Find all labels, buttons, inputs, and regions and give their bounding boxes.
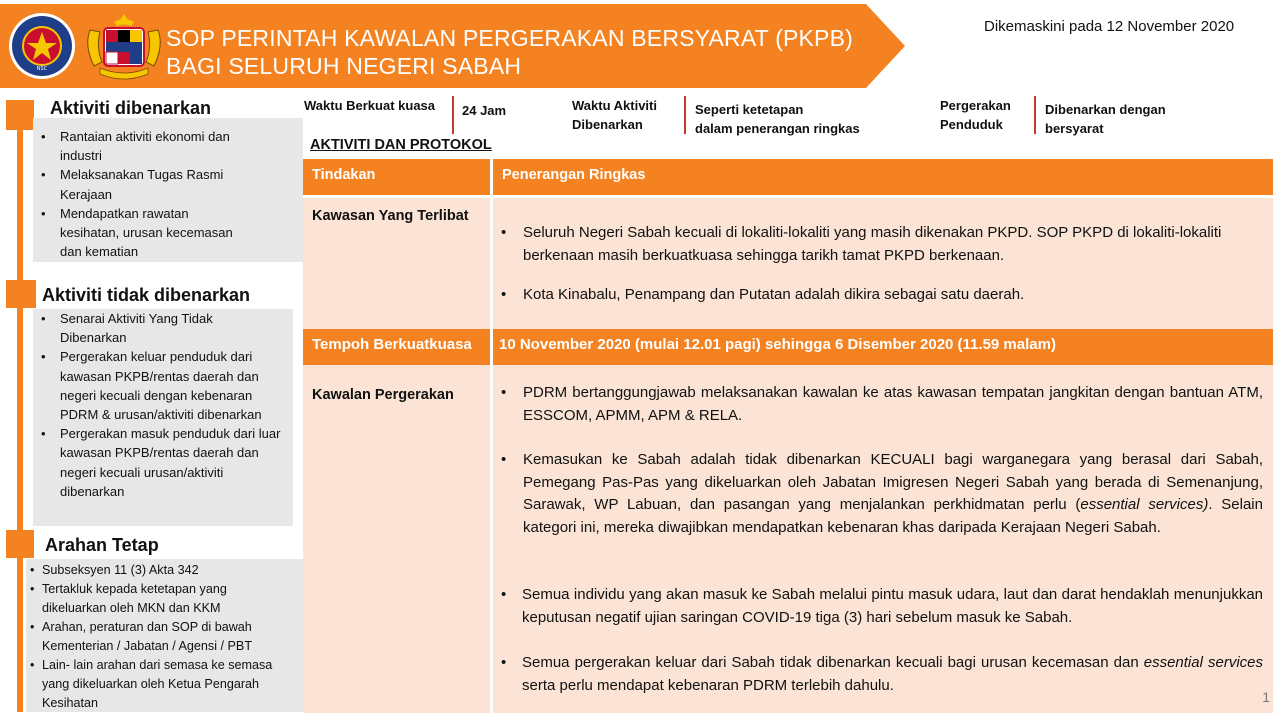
not-allowed-heading: Aktiviti tidak dibenarkan xyxy=(42,285,251,305)
allowed-list-box xyxy=(33,118,303,262)
control-description xyxy=(493,377,1273,713)
list-item: • Semua individu yang akan masuk ke Sabah melalui pintu masuk udara, laut dan darat hendaklah menunjukkan keputusan negatif ujian saringan COVID-19 tiga (3) hari sebelum masuk ke Sabah. xyxy=(493,584,1263,629)
area-label: Kawasan Yang Terlibat xyxy=(303,198,490,486)
title-line-2: BAGI SELURUH NEGERI SABAH xyxy=(166,53,522,79)
period-value: 10 November 2020 (mulai 12.01 pagi) sehingga 6 Disember 2020 (11.59 malam) xyxy=(493,329,1273,365)
separator xyxy=(1034,96,1036,134)
list-item: • Lain- lain arahan dari semasa ke semasa yang dikeluarkan oleh Ketua Pengarah Kesihatan xyxy=(26,656,291,713)
sidebar-timeline-line xyxy=(17,100,23,712)
list-item: • Arahan, peraturan dan SOP di bawah Kementerian / Jabatan / Agensi / PBT xyxy=(26,618,296,656)
list-item: • Pergerakan masuk penduduk dari luar kawasan PKPB/rentas daerah dan negeri kecuali urusan/aktiviti dibenarkan xyxy=(33,424,283,501)
table-header-row xyxy=(303,159,1273,195)
control-label: Kawalan Pergerakan xyxy=(303,377,490,713)
separator xyxy=(684,96,686,134)
activity-label: Waktu Aktiviti Dibenarkan xyxy=(572,98,657,132)
allowed-heading: Aktiviti dibenarkan xyxy=(50,98,212,118)
logo-group xyxy=(6,8,161,84)
list-item: • Kota Kinabalu, Penampang dan Putatan adalah dikira sebagai satu daerah. xyxy=(493,284,1261,307)
list-item: • Rantaian aktiviti ekonomi dan industri xyxy=(33,127,233,165)
nsc-logo xyxy=(9,13,75,79)
table-row xyxy=(303,377,1273,713)
effective-label: Waktu Berkuat kuasa xyxy=(304,98,436,113)
page-title xyxy=(166,24,853,80)
page-number: 1 xyxy=(1262,689,1270,705)
col-header-description: Penerangan Ringkas xyxy=(493,159,1273,195)
period-label: Tempoh Berkuatkuasa xyxy=(303,329,490,365)
movement-value: Dibenarkan dengan bersyarat xyxy=(1045,102,1166,136)
not-allowed-list-box xyxy=(33,309,293,526)
allowed-marker xyxy=(6,100,34,130)
list-item: • Subseksyen 11 (3) Akta 342 xyxy=(26,561,291,580)
col-header-action: Tindakan xyxy=(303,159,490,195)
header-banner xyxy=(0,0,905,92)
malaysia-coat-of-arms-logo xyxy=(88,14,161,79)
table-row xyxy=(303,329,1273,365)
list-item: • PDRM bertanggungjawab melaksanakan kawalan ke atas kawasan tempatan jangkitan dengan bantuan ATM, ESSCOM, APMM, APM & RELA. xyxy=(493,382,1263,427)
activity-value: Seperti ketetapan dalam penerangan ringkas xyxy=(695,102,860,136)
title-line-1: SOP PERINTAH KAWALAN PERGERAKAN BERSYARAT (PKPB) xyxy=(166,25,853,51)
movement-label: Pergerakan Penduduk xyxy=(940,98,1011,132)
effective-value: 24 Jam xyxy=(462,103,507,118)
section-title: AKTIVITI DAN PROTOKOL xyxy=(310,137,492,153)
not-allowed-marker xyxy=(6,280,36,308)
updated-date: Dikemaskini pada 12 November 2020 xyxy=(984,18,1235,35)
standing-heading: Arahan Tetap xyxy=(45,535,159,555)
list-item: • Kemasukan ke Sabah adalah tidak dibenarkan KECUALI bagi warganegara yang berasal dari Sabah, Pemegang Pas-Pas yang dikeluarkan oleh Jabatan Imigresen Negeri Sabah yang berada di Semenanjung, Sarawak, WP Labuan, dan pasangan yang menjalankan perkhidmatan perlu (essential services). Selain kategori ini, mereka diwajibkan mendapatkan kebenaran khas daripada Kerajaan Negeri Sabah. xyxy=(493,449,1263,539)
list-item: • Senarai Aktiviti Yang Tidak Dibenarkan xyxy=(33,309,233,347)
list-item: • Mendapatkan rawatan kesihatan, urusan kecemasan dan kematian xyxy=(33,204,248,262)
list-item: • Semua pergerakan keluar dari Sabah tidak dibenarkan kecuali bagi urusan kecemasan dan essential services serta perlu mendapat kebenaran PDRM terlebih dahulu. xyxy=(493,652,1263,697)
svg-text:NSC: NSC xyxy=(36,66,48,72)
standing-marker xyxy=(6,530,34,558)
list-item: • Tertakluk kepada ketetapan yang dikeluarkan oleh MKN dan KKM xyxy=(26,580,271,618)
list-item: • Pergerakan keluar penduduk dari kawasan PKPB/rentas daerah dan negeri kecuali dengan kebenaran PDRM & urusan/aktiviti dibenarkan xyxy=(33,347,283,424)
list-item: • Seluruh Negeri Sabah kecuali di lokaliti-lokaliti yang masih dikenakan PKPD. SOP PKPD di lokaliti-lokaliti berkenaan masih berkuatkuasa sehingga tarikh tamat PKPD berkenaan. xyxy=(493,222,1261,267)
list-item: • Melaksanakan Tugas Rasmi Kerajaan xyxy=(33,165,233,203)
separator xyxy=(452,96,454,134)
standing-list-box xyxy=(26,559,305,712)
